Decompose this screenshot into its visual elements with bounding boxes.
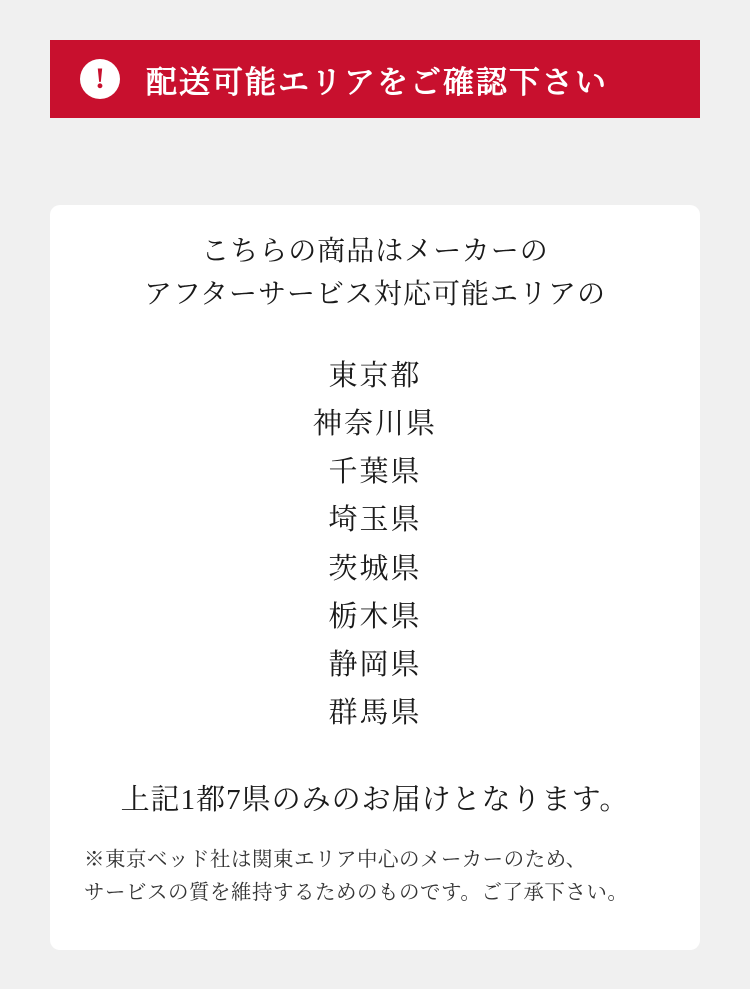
summary-text: 上記1都7県のみのお届けとなります。 xyxy=(120,784,630,817)
list-item: 静岡県 xyxy=(328,648,422,681)
exclamation-glyph: ! xyxy=(95,62,105,95)
notice-card xyxy=(50,205,700,950)
lead-text xyxy=(84,231,666,316)
list-item: 栃木県 xyxy=(328,600,422,633)
list-item: 神奈川県 xyxy=(312,408,437,441)
list-item: 群馬県 xyxy=(328,696,422,729)
list-item: 茨城県 xyxy=(328,552,422,585)
note-line-1: ※東京ベッド社は関東エリア中心のメーカーのため、 xyxy=(84,849,587,872)
prefecture-list xyxy=(84,352,666,737)
list-item: 東京都 xyxy=(328,360,422,393)
lead-line-1: こちらの商品はメーカーの xyxy=(201,236,549,267)
list-item: 千葉県 xyxy=(328,456,422,489)
exclamation-circle-icon xyxy=(80,59,120,99)
note-text xyxy=(84,844,666,910)
banner-title: 配送可能エリアをご確認下さい xyxy=(146,64,608,100)
list-item: 埼玉県 xyxy=(328,504,422,537)
lead-line-2: アフターサービス対応可能エリアの xyxy=(143,278,607,310)
note-line-2: サービスの質を維持するためのものです。ご了承下さい。 xyxy=(84,882,629,905)
notice-banner xyxy=(50,40,700,118)
